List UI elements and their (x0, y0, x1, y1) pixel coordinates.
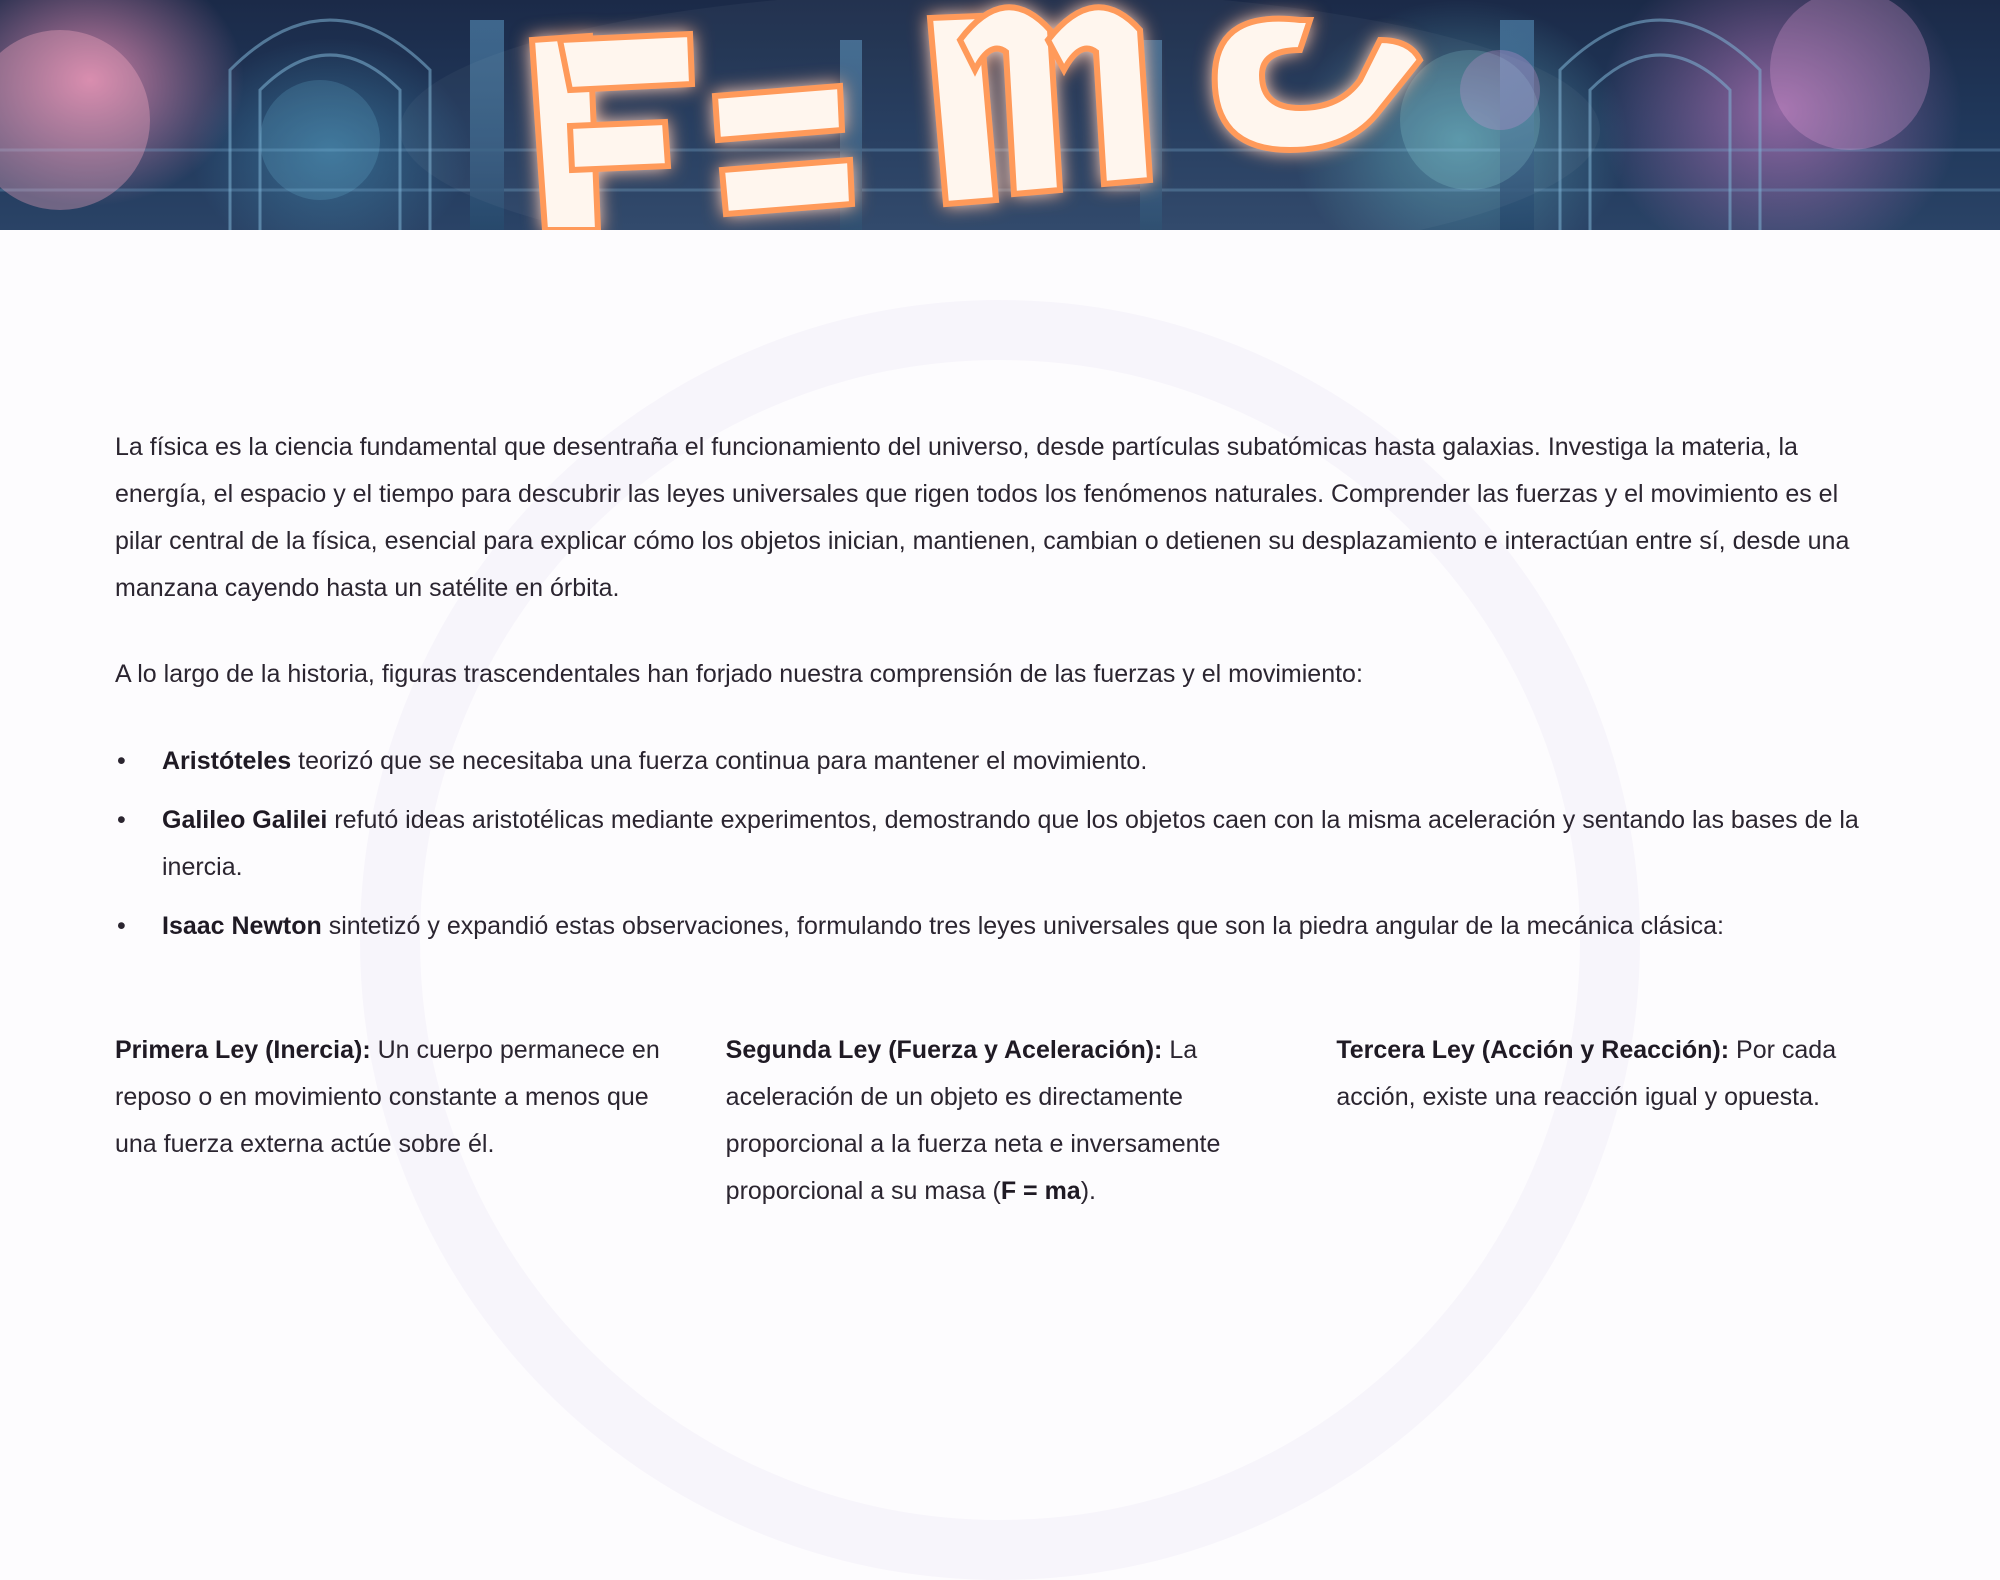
law-text: Un cuerpo permanece en reposo o en movimiento constante a menos que una fuerza externa actúe sobre él. (115, 1036, 660, 1158)
law-first (115, 1027, 664, 1215)
newton-laws-columns (115, 1027, 1885, 1215)
figure-name: Galileo Galilei (162, 806, 328, 834)
figure-name: Isaac Newton (162, 912, 322, 940)
list-item-newton (115, 903, 1885, 950)
physics-lab-banner-image (0, 0, 2000, 230)
history-paragraph: A lo largo de la historia, figuras trascendentales han forjado nuestra comprensión de las fuerzas y el movimiento: (115, 660, 1363, 688)
bullet: • (117, 912, 126, 940)
figure-name: Aristóteles (162, 747, 292, 775)
bullet: • (117, 747, 126, 775)
law-title: Segunda Ley (Fuerza y Aceleración): (725, 1036, 1163, 1064)
law-text-end: ). (1080, 1177, 1096, 1205)
intro-paragraph: La física es la ciencia fundamental que desentraña el funcionamiento del universo, desde partículas subatómicas hasta galaxias. Investiga la materia, la energía, el espacio y el tiempo para descubrir las leyes universales que rigen todos los fenómenos naturales. Comprender las fuerzas y el movimiento es el pilar central de la física, esencial para explicar cómo los objetos inician, mantienen, cambian o detienen su desplazamiento e interactúan entre sí, desde una manzana cayendo hasta un satélite en órbita. (115, 433, 1850, 602)
list-item-galileo (115, 797, 1885, 891)
figure-description: refutó ideas aristotélicas mediante experimentos, demostrando que los objetos caen con la misma aceleración y sentando las bases de la inercia. (162, 806, 1859, 881)
list-item-aristoteles (115, 738, 1885, 785)
law-title: Primera Ley (Inercia): (115, 1036, 371, 1064)
figures-list (115, 738, 1885, 950)
figure-description: sintetizó y expandió estas observaciones, formulando tres leyes universales que son la piedra angular de la mecánica clásica: (321, 912, 1724, 940)
law-formula: F = ma (1000, 1177, 1081, 1205)
law-text: La aceleración de un objeto es directamente proporcional a la fuerza neta e inversamente proporcional a su masa ( (725, 1036, 1221, 1205)
main-content (115, 424, 1885, 962)
header-banner-image (0, 0, 2000, 230)
law-text: Por cada acción, existe una reacción igual y opuesta. (1336, 1036, 1837, 1111)
law-second (726, 1027, 1275, 1215)
law-title: Tercera Ley (Acción y Reacción): (1336, 1036, 1730, 1064)
law-third (1336, 1027, 1885, 1215)
figure-description: teorizó que se necesitaba una fuerza continua para mantener el movimiento. (291, 747, 1148, 775)
bullet: • (117, 806, 126, 834)
